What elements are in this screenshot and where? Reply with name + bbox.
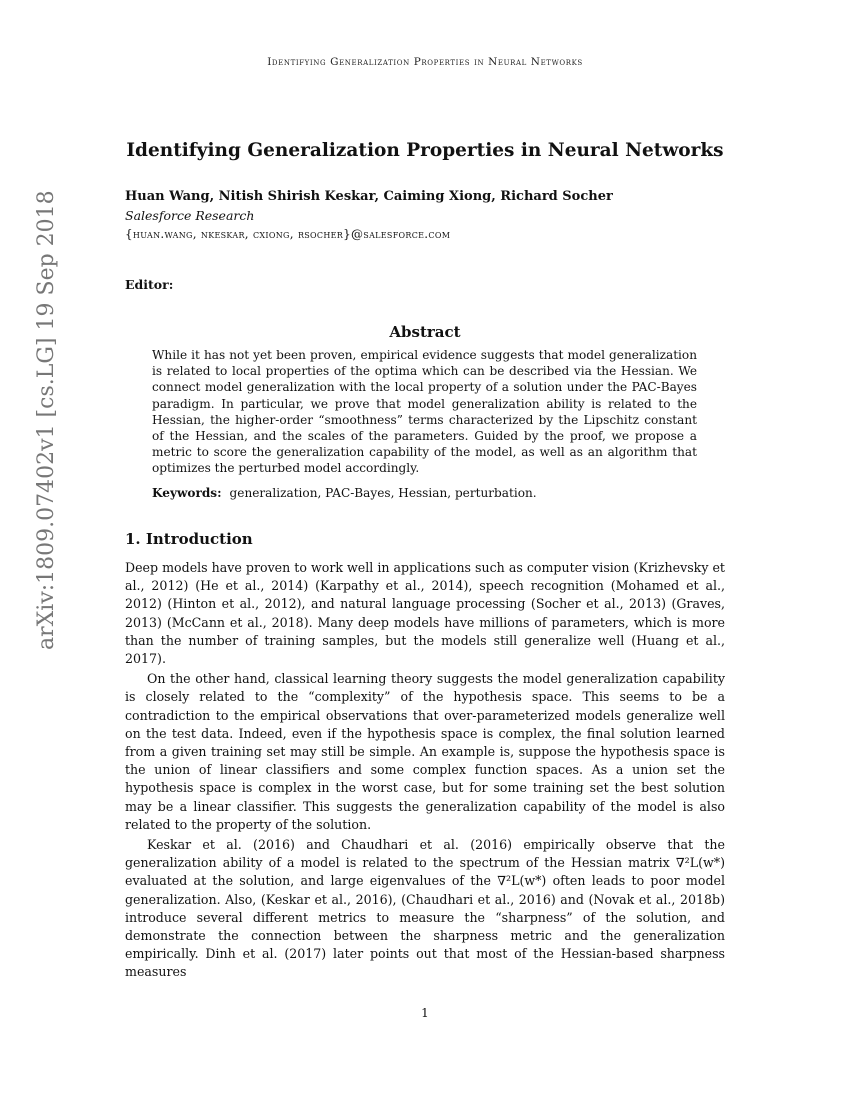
keywords: [152, 486, 697, 500]
paragraph: Keskar et al. (2016) and Chaudhari et al. (2016) empirically observe that the generalization ability of a model is related to the spectrum of the Hessian matrix ∇²L(w*) evaluated at the solution, and large eigenvalues of the ∇²L(w*) often leads to poor model generalization. Also, (Keskar et al., 2016), (Chaudhari et al., 2016) and (Novak et al., 2018b) introduce several different metrics to measure the “sharpness” of the solution, and demonstrate the connection between the sharpness metric and the generalization empirically. Dinh et al. (2017) later points out that most of the Hessian-based sharpness measures: [125, 837, 725, 980]
paper-title: Identifying Generalization Properties in Neural Networks: [126, 140, 724, 161]
affiliation: Salesforce Research: [125, 208, 255, 223]
email-list: {huan.wang, nkeskar, cxiong, rsocher}@salesforce.com: [125, 227, 451, 241]
editor-label: Editor:: [125, 277, 174, 292]
paragraph: Deep models have proven to work well in applications such as computer vision (Krizhevsky et al., 2012) (He et al., 2014) (Karpathy et al., 2014), speech recognition (Mohamed et al., 2012) (Hinton et al., 2012), and natural language processing (Socher et al., 2013) (Graves, 2013) (McCann et al., 2018). Many deep models have millions of parameters, which is more than the number of training samples, but the models still generalize well (Huang et al., 2017).: [125, 560, 725, 667]
page-number: 1: [421, 1006, 429, 1020]
keywords-text: generalization, PAC-Bayes, Hessian, perturbation.: [229, 486, 537, 500]
section-heading: 1. Introduction: [125, 530, 253, 548]
keywords-label: Keywords:: [152, 486, 222, 500]
paragraph: On the other hand, classical learning theory suggests the model generalization capability is closely related to the “complexity” of the hypothesis space. This seems to be a contradiction to the empirical observations that over-parameterized models generalize well on the test data. Indeed, even if the hypothesis space is complex, the final solution learned from a given training set may still be simple. An example is, suppose the hypothesis space is the union of linear classifiers and some complex function spaces. As a union set the hypothesis space is complex in the worst case, but for some training set the best solution may be a linear classifier. This suggests the generalization capability of the model is also related to the property of the solution.: [125, 671, 725, 832]
arxiv-stamp-text: arXiv:1809.07402v1 [cs.LG] 19 Sep 2018: [34, 190, 59, 650]
abstract-heading: Abstract: [389, 323, 461, 341]
arxiv-stamp: [14, 190, 59, 650]
running-head: Identifying Generalization Properties in Neural Networks: [267, 56, 583, 68]
abstract-text: While it has not yet been proven, empirical evidence suggests that model generalization is related to local properties of the optima which can be described via the Hessian. We connect model generalization with the local property of a solution under the PAC-Bayes paradigm. In particular, we prove that model generalization ability is related to the Hessian, the higher-order “smoothness” terms characterized by the Lipschitz constant of the Hessian, and the scales of the parameters. Guided by the proof, we propose a metric to score the generalization capability of the model, as well as an algorithm that optimizes the perturbed model accordingly.: [152, 348, 697, 476]
author-list: Huan Wang, Nitish Shirish Keskar, Caiming Xiong, Richard Socher: [125, 189, 613, 204]
section-body: [125, 559, 725, 982]
